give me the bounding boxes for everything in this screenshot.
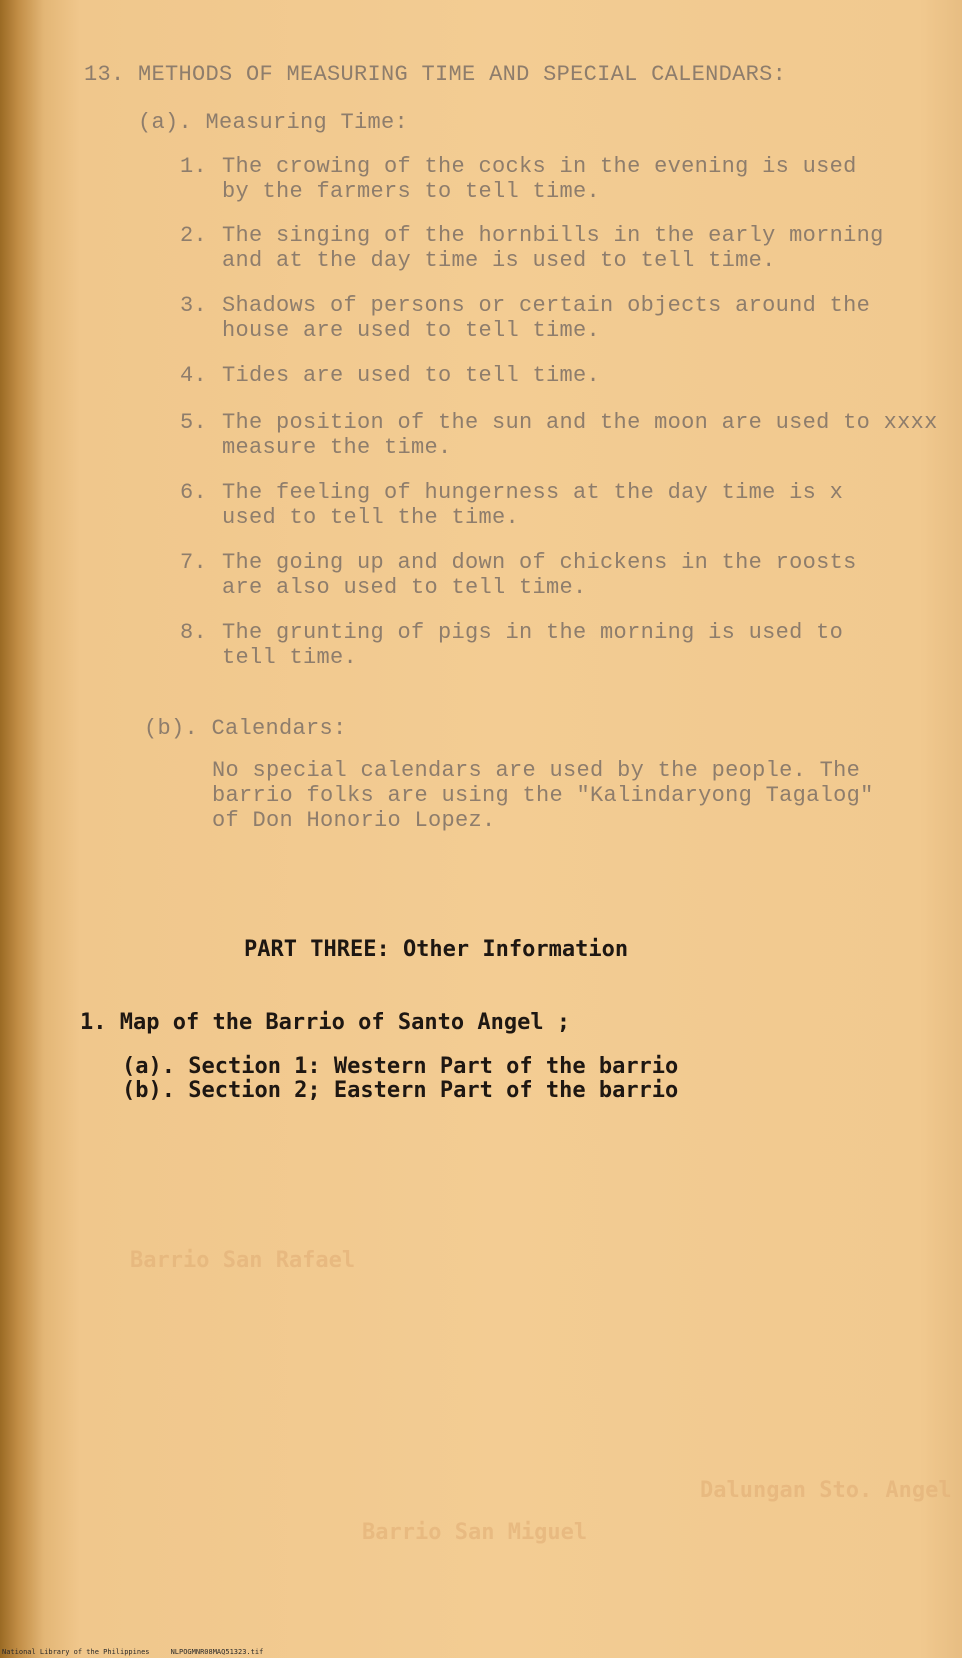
list-item-line: Tides are used to tell time. (222, 363, 601, 388)
map-section-b: (b). Section 2; Eastern Part of the barrio (122, 1078, 679, 1103)
list-number: 8. (180, 620, 208, 645)
list-item-line: The singing of the hornbills in the early morning (222, 223, 884, 248)
list-item-line: The grunting of pigs in the morning is used to (222, 620, 844, 645)
list-number: 6. (180, 480, 208, 505)
list-number: 3. (180, 293, 208, 318)
calendars-paragraph-line: of Don Honorio Lopez. (212, 808, 496, 833)
list-item-line: house are used to tell time. (222, 318, 601, 343)
calendars-paragraph-line: No special calendars are used by the people. The (212, 758, 861, 783)
subsection-label-b: (b). Calendars: (144, 716, 347, 741)
footer-caption: National Library of the Philippines NLPOGMNR08MAQ51323.tif (2, 1648, 264, 1656)
list-item-line: Shadows of persons or certain objects around the (222, 293, 871, 318)
ghost-text: Barrio San Rafael (130, 1248, 356, 1273)
list-number: 1. (180, 154, 208, 179)
list-item-line: The position of the sun and the moon are used to xxxx (222, 410, 938, 435)
list-number: 7. (180, 550, 208, 575)
map-section-a: (a). Section 1: Western Part of the barrio (122, 1054, 679, 1079)
list-item-line: measure the time. (222, 435, 452, 460)
map-item: 1. Map of the Barrio of Santo Angel ; (80, 1010, 571, 1035)
list-number: 4. (180, 363, 208, 388)
ghost-text: Dalungan Sto. Angel (700, 1478, 952, 1503)
list-item-line: used to tell the time. (222, 505, 520, 530)
list-item-line: The going up and down of chickens in the roosts (222, 550, 857, 575)
section-heading: 13. METHODS OF MEASURING TIME AND SPECIAL CALENDARS: (84, 62, 787, 87)
part-three-title: PART THREE: Other Information (244, 937, 629, 962)
list-item-line: and at the day time is used to tell time. (222, 248, 776, 273)
list-number: 2. (180, 223, 208, 248)
list-item-line: tell time. (222, 645, 358, 670)
calendars-paragraph-line: barrio folks are using the "Kalindaryong Tagalog" (212, 783, 874, 808)
ghost-text: Barrio San Miguel (362, 1520, 588, 1545)
list-item-line: are also used to tell time. (222, 575, 587, 600)
list-item-line: by the farmers to tell time. (222, 179, 601, 204)
subsection-label-a: (a). Measuring Time: (138, 110, 409, 135)
list-item-line: The crowing of the cocks in the evening is used (222, 154, 857, 179)
list-item-line: The feeling of hungerness at the day time is x (222, 480, 844, 505)
list-number: 5. (180, 410, 208, 435)
